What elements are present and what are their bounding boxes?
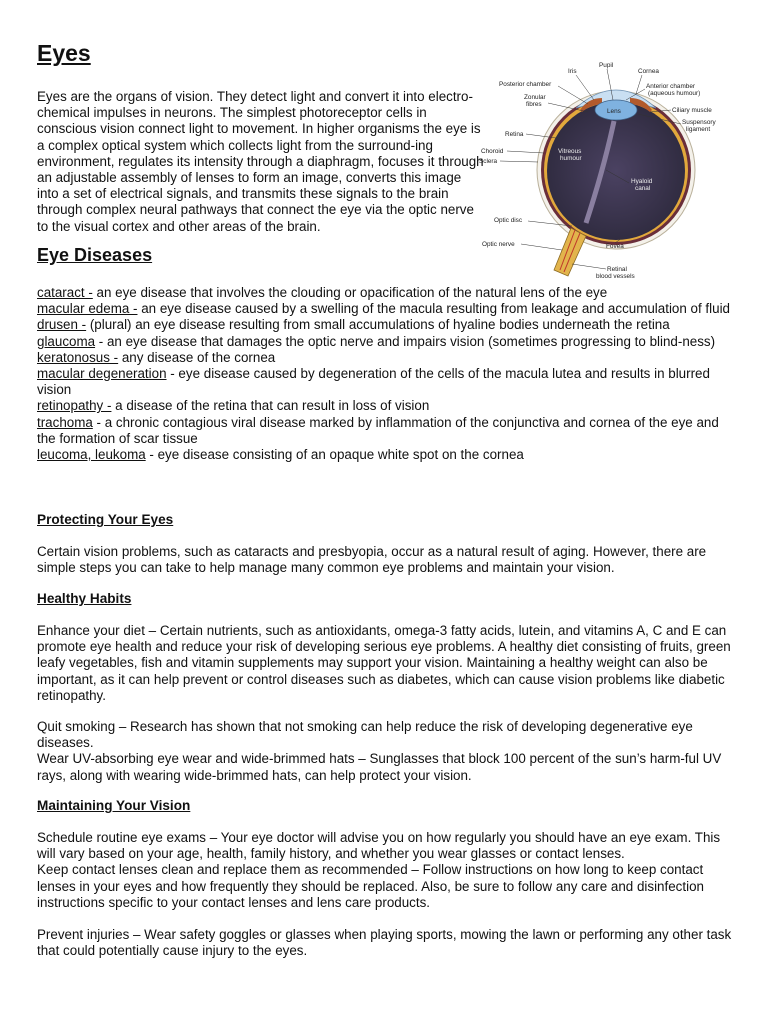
label-iris: Iris: [568, 68, 577, 75]
disease-item: [37, 334, 737, 350]
disease-item: [37, 301, 737, 317]
label-sclera: Sclera: [479, 158, 498, 165]
page-title: Eyes: [37, 40, 91, 66]
eye-exam-paragraph: Schedule routine eye exams – Your eye doctor will advise you on how regularly you should have an eye exam. This will vary based on your age, health, family history, and whether you wear glasses or contact lenses.: [37, 830, 721, 862]
smoking-uv-block: [37, 719, 737, 784]
uv-paragraph: Wear UV-absorbing eye wear and wide-brimmed hats – Sunglasses that block 100 percent of the sun’s harm-ful UV rays, along with wearing wide-brimmed hats, can help protect your vision.: [37, 751, 722, 783]
disease-item: [37, 398, 737, 414]
contact-lens-paragraph: Keep contact lenses clean and replace them as recommended – Follow instructions on how long to keep contact lenses in your eyes and how frequently they should be replaced. Also, be sure to follow any care and disinfection instructions specific to your contact lenses and lens care products.: [37, 862, 704, 910]
label-fovea: Fovea: [606, 243, 624, 250]
label-lens: Lens: [607, 108, 621, 115]
label-optic-nerve: Optic nerve: [482, 241, 515, 248]
label-choroid: Choroid: [481, 148, 504, 155]
disease-list: [37, 285, 737, 463]
disease-item: [37, 350, 737, 366]
label-zonular: Zonular: [524, 94, 546, 101]
label-anterior-chamber-sub: (aqueous humour): [648, 90, 701, 97]
label-hyaloid: Hyaloid: [631, 178, 653, 185]
disease-term: glaucoma: [37, 333, 96, 349]
disease-description: a disease of the retina that can result in loss of vision: [111, 398, 430, 414]
disease-description: - eye disease caused by degeneration of the cells of the macula lutea and results in blurred vision: [37, 366, 710, 398]
disease-item: [37, 317, 737, 333]
disease-term: drusen -: [37, 317, 87, 333]
label-anterior-chamber: Anterior chamber: [646, 83, 696, 90]
maintaining-vision-heading: Maintaining Your Vision: [37, 798, 191, 813]
label-cornea: Cornea: [638, 68, 659, 75]
disease-term: cataract -: [37, 285, 93, 300]
optic-nerve-shape: [554, 228, 586, 276]
eye-diseases-heading: Eye Diseases: [37, 245, 153, 265]
disease-description: an eye disease that involves the clouding or opacification of the natural lens of the eye: [92, 285, 608, 300]
label-posterior-chamber: Posterior chamber: [499, 81, 552, 88]
intro-paragraph: Eyes are the organs of vision. They detect light and convert it into electro-chemical impulses in neurons. The simplest photoreceptor cells in conscious vision connect light to movement. In higher organisms the eye is a complex optical system which collects light from the surround-ing environment, regulates its intensity through a diaphragm, focuses it through an adjustable assembly of lenses to form an image, converts this image into a set of electrical signals, and transmits these signals to the brain through complex neural pathways that connect the eye via the optic nerve to the visual cortex and other areas of the brain.: [37, 89, 484, 234]
injuries-paragraph: Prevent injuries – Wear safety goggles or glasses when playing sports, mowing the lawn or performing any other task that could potentially cause injury to the eyes.: [37, 927, 732, 959]
disease-description: - a chronic contagious viral disease marked by inflammation of the conjunctiva and cornea of the eye and the formation of scar tissue: [37, 414, 719, 446]
label-vitreous: Vitreous: [558, 148, 582, 155]
disease-item: [37, 285, 737, 301]
healthy-habits-heading: Healthy Habits: [37, 591, 132, 606]
label-suspensory-sub: ligament: [686, 126, 711, 133]
disease-item: [37, 447, 737, 463]
disease-term: macular edema -: [37, 301, 138, 317]
disease-description: (plural) an eye disease resulting from small accumulations of hyaline bodies underneath the retina: [86, 317, 670, 333]
label-retinal-vessels-sub: blood vessels: [596, 273, 635, 280]
diet-paragraph: Enhance your diet – Certain nutrients, such as antioxidants, omega-3 fatty acids, lutein, and vitamins A, C and E can promote eye health and reduce your risk of developing serious eye problems. A healthy diet consisting of fruits, green leafy vegetables, fish and vitamin supplements may support your vision. Maintaining a healthy weight can also be important, as it can help prevent or control diseases such as diabetes, which can cause vision problems like diabetic retinopathy.: [37, 623, 731, 703]
eye-exam-contacts-block: [37, 830, 737, 911]
eye-anatomy-diagram: [476, 58, 738, 288]
label-ciliary-muscle: Ciliary muscle: [672, 107, 712, 114]
label-suspensory: Suspensory: [682, 119, 716, 126]
disease-description: an eye disease caused by a swelling of the macula resulting from leakage and accumulation of fluid: [137, 301, 730, 317]
disease-term: macular degeneration: [37, 366, 167, 382]
disease-term: leucoma, leukoma: [37, 447, 146, 463]
disease-description: any disease of the cornea: [118, 349, 276, 365]
label-zonular-sub: fibres: [526, 101, 542, 108]
disease-term: trachoma: [37, 414, 93, 430]
label-pupil: Pupil: [599, 62, 614, 69]
label-retinal-vessels: Retinal: [607, 266, 627, 273]
label-hyaloid-sub: canal: [635, 185, 651, 192]
disease-term: keratonosus -: [37, 349, 119, 365]
label-vitreous-sub: humour: [560, 155, 582, 162]
disease-description: - eye disease consisting of an opaque white spot on the cornea: [145, 447, 524, 463]
disease-term: retinopathy -: [37, 398, 112, 414]
disease-description: - an eye disease that damages the optic nerve and impairs vision (sometimes progressing to blind-ness): [95, 333, 716, 349]
label-retina: Retina: [505, 131, 524, 138]
disease-item: [37, 415, 737, 447]
protecting-heading: Protecting Your Eyes: [37, 512, 174, 527]
smoking-paragraph: Quit smoking – Research has shown that not smoking can help reduce the risk of developing degenerative eye diseases.: [37, 719, 693, 751]
label-optic-disc: Optic disc: [494, 217, 523, 224]
disease-item: [37, 366, 737, 398]
protecting-paragraph: Certain vision problems, such as cataracts and presbyopia, occur as a natural result of aging. However, there are simple steps you can take to help manage many common eye problems and maintain your vision.: [37, 544, 707, 576]
